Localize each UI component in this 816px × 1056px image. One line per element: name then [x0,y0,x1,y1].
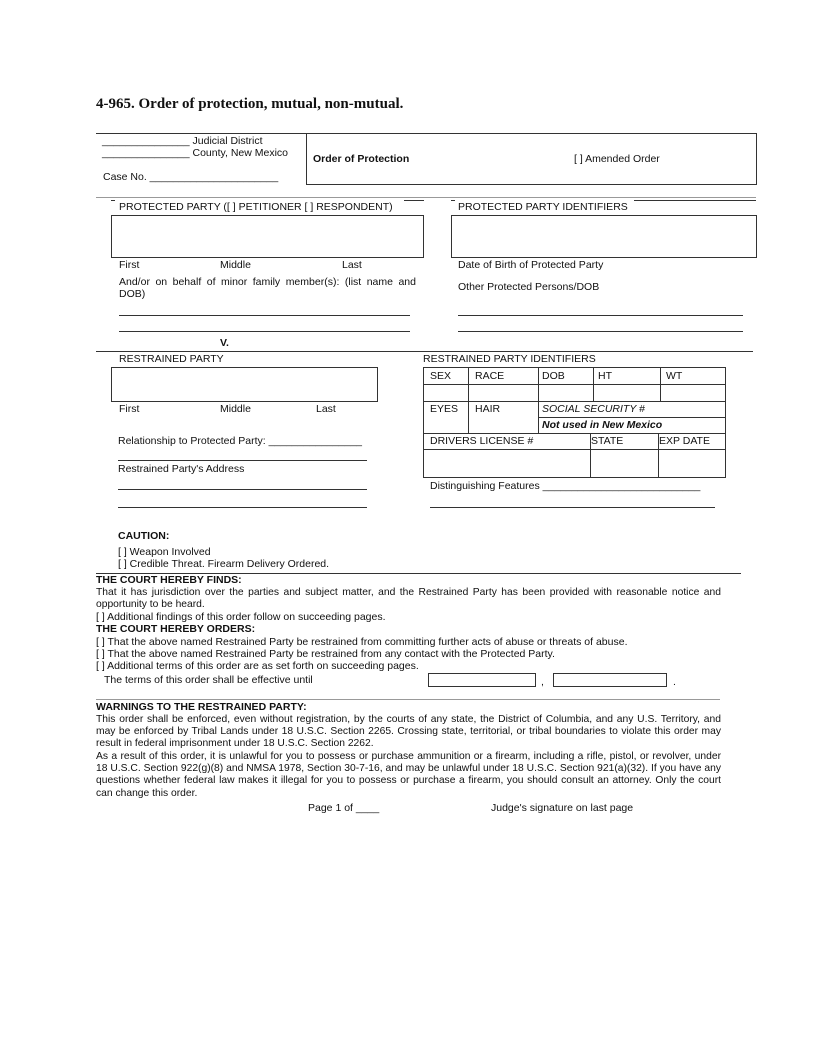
effective-comma: , [541,676,544,688]
order-additional-terms-checkbox[interactable]: [ ] Additional terms of this order are as set forth on succeeding pages. [96,660,419,672]
race-header: RACE [475,370,505,382]
distinguishing-features-field[interactable]: Distinguishing Features ___________________________ [430,480,701,492]
drivers-license-header: DRIVERS LICENSE # [430,435,534,447]
judicial-district-field[interactable]: _______________ Judicial District [102,135,263,147]
protected-identifiers-heading: PROTECTED PARTY IDENTIFIERS [458,201,628,213]
protected-party-name-box[interactable] [111,215,424,258]
effective-period: . [673,676,676,688]
orders-heading: THE COURT HEREBY ORDERS: [96,623,256,635]
versus-label: V. [220,337,229,349]
order-title: Order of Protection [313,153,410,165]
restrained-middle-label: Middle [220,403,251,415]
dob-header: DOB [542,370,565,382]
findings-heading: THE COURT HEREBY FINDS: [96,574,242,586]
ssn-header: SOCIAL SECURITY # [542,403,645,415]
findings-text: That it has jurisdiction over the parties and subject matter, and the Restrained Party has been provided with reasonable notice and opportunity to be heard. [96,587,721,611]
page-title: 4-965. Order of protection, mutual, non-mutual. [96,96,404,112]
protected-middle-label: Middle [220,259,251,271]
page-number: Page 1 of ____ [308,802,380,814]
relationship-field[interactable]: Relationship to Protected Party: ________________ [118,435,363,447]
exp-date-header: EXP DATE [659,435,710,447]
restrained-first-label: First [119,403,140,415]
state-header: STATE [591,435,624,447]
weapon-involved-checkbox[interactable]: [ ] Weapon Involved [118,546,211,558]
county-field[interactable]: _______________ County, New Mexico [102,147,289,159]
case-number-field[interactable]: Case No. ______________________ [103,171,279,183]
effective-year-input[interactable] [553,673,667,687]
restrained-party-name-box[interactable] [111,367,378,402]
restrained-identifiers-heading: RESTRAINED PARTY IDENTIFIERS [423,353,596,365]
protected-last-label: Last [342,259,362,271]
restrained-party-heading: RESTRAINED PARTY [119,353,224,365]
minor-members-label: And/or on behalf of minor family member(s): (list name and DOB) [119,276,416,300]
ssn-note: Not used in New Mexico [542,419,663,431]
effective-until-label: The terms of this order shall be effective until [104,674,313,686]
judge-signature-note: Judge's signature on last page [491,802,634,814]
hair-header: HAIR [475,403,501,415]
protected-identifiers-box[interactable] [451,215,757,258]
credible-threat-checkbox[interactable]: [ ] Credible Threat. Firearm Delivery Ordered. [118,558,330,570]
protected-first-label: First [119,259,140,271]
protected-dob-label: Date of Birth of Protected Party [458,259,604,271]
sex-header: SEX [430,370,452,382]
warnings-paragraph-2: As a result of this order, it is unlawful for you to possess or purchase ammunition or a firearm, including a rifle, pistol, or revolver, under 18 U.S.C. Section 922(g)(8) and NMSA 1978, Section 30-7-16, and may be unlawful under 18 U.S.C. Section 921(a)(32). If you have any questions whether federal law makes it illegal for you to possess or purchase a firearm, you should consult an attorney. Only the court can change this order. [96,751,721,799]
caution-heading: CAUTION: [118,530,170,542]
warnings-paragraph-1: This order shall be enforced, even without registration, by the courts of any state, the District of Columbia, and any U.S. Territory, and may be enforced by Tribal Lands under 18 U.S.C. Section 2265. Crossing state, territorial, or tribal boundaries to violate this order may result in federal imprisonment under 18 U.S.C. Section 2262. [96,714,721,750]
weight-header: WT [666,370,683,382]
restrained-address-label: Restrained Party's Address [118,463,245,475]
height-header: HT [598,370,612,382]
additional-findings-checkbox[interactable]: [ ] Additional findings of this order follow on succeeding pages. [96,611,386,623]
order-no-abuse-checkbox[interactable]: [ ] That the above named Restrained Party be restrained from committing further acts of abuse or threats of abuse. [96,636,628,648]
effective-date-input[interactable] [428,673,536,687]
eyes-header: EYES [430,403,459,415]
warnings-heading: WARNINGS TO THE RESTRAINED PARTY: [96,701,307,713]
other-protected-persons-label: Other Protected Persons/DOB [458,281,600,293]
protected-party-heading: PROTECTED PARTY ([ ] PETITIONER [ ] RESPONDENT) [119,201,393,213]
amended-order-checkbox[interactable]: [ ] Amended Order [574,153,660,165]
order-no-contact-checkbox[interactable]: [ ] That the above named Restrained Party be restrained from any contact with the Protected Party. [96,648,555,660]
restrained-last-label: Last [316,403,336,415]
